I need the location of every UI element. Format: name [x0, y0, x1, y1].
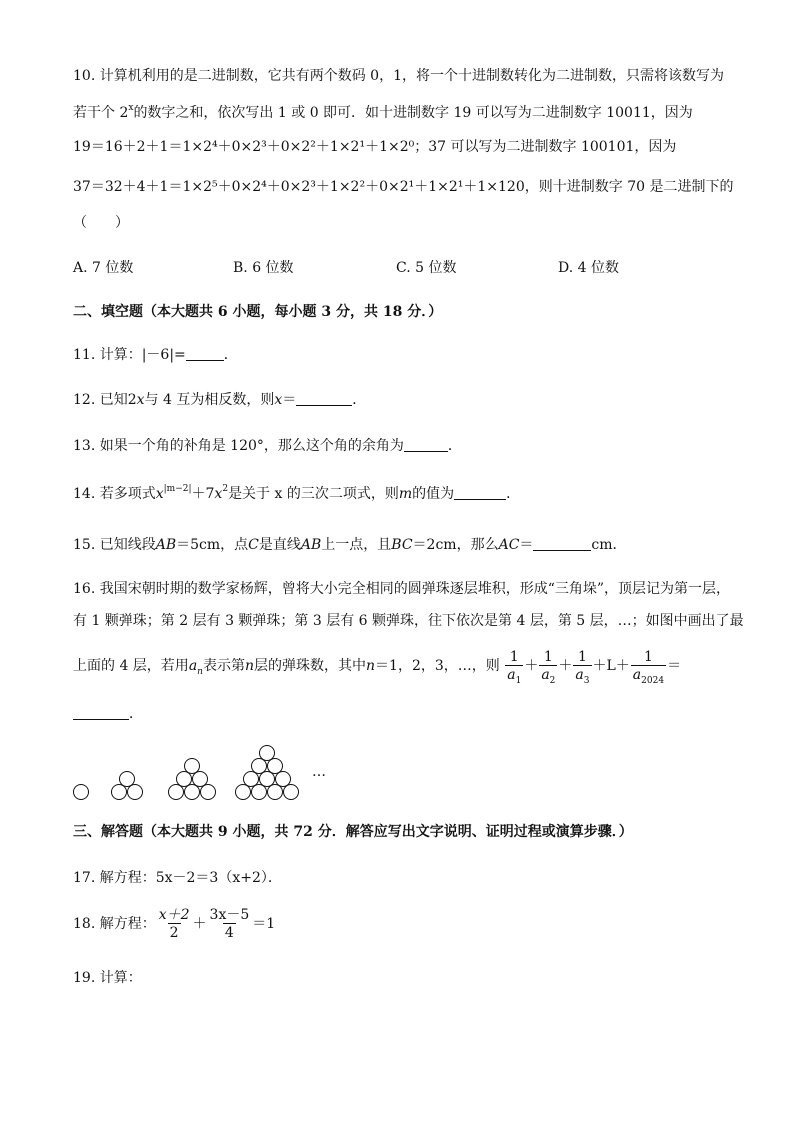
- marble: [112, 785, 127, 800]
- q16-frac-3: [573, 649, 591, 684]
- q14-mid: 是关于 x 的三次二项式，则: [228, 486, 399, 502]
- q14-m: m: [398, 486, 413, 502]
- q13-blank: [404, 437, 448, 452]
- q12-var2: x: [274, 392, 283, 408]
- q16-frac-1-a: a: [507, 666, 516, 683]
- marble: [276, 772, 291, 787]
- marble: [284, 785, 299, 800]
- section3-heading: 三、解答题（本大题共 9 小题，共 72 分．解答应写出文字说明、证明过程或演算步骤．）: [73, 824, 633, 840]
- marble: [169, 785, 184, 800]
- q14: [73, 484, 520, 504]
- section2-heading: 二、填空题（本大题共 6 小题，每小题 3 分，共 18 分．）: [73, 304, 443, 320]
- marble: [236, 785, 251, 800]
- marble: [268, 759, 283, 774]
- q15-t2: ＝5cm，点: [176, 537, 249, 553]
- q10-line2b: 的数字之和，依次写出 1 或 0 即可．如十进制数字 19 可以写为二进制数字 10011，因为: [133, 105, 693, 121]
- q18: [73, 904, 275, 944]
- q11-prefix: 11. 计算：|－6|=: [73, 347, 186, 363]
- q11: [73, 345, 238, 365]
- q10-line2a: 若干个 2: [73, 105, 129, 121]
- q16-line2: 有 1 颗弹珠；第 2 层有 3 颗弹珠；第 3 层有 6 颗弹珠，往下依次是第 4 层，第 5 层，…；如图中画出了最: [73, 613, 744, 629]
- q16-equals: ＝: [667, 658, 682, 674]
- q16-frac-3-sub: 3: [583, 675, 590, 686]
- marble: [244, 772, 259, 787]
- q10-option-a: A. 7 位数: [73, 260, 134, 276]
- q16-plus-2: ＋: [558, 658, 573, 674]
- marble: [177, 772, 192, 787]
- q16-suffix: ．: [129, 706, 143, 722]
- q16-line3d: ＝1，2，3，…，则: [375, 658, 500, 674]
- q14-prefix: 14. 若多项式: [73, 486, 156, 502]
- q16-plus-1: ＋: [524, 658, 539, 674]
- q16-frac-4-a: a: [632, 666, 642, 683]
- q18-frac-2: [208, 907, 252, 942]
- q15-bc: BC: [391, 537, 413, 553]
- q10-line4: 37＝32＋4＋1＝1×2⁵＋0×2⁴＋0×2³＋1×2²＋0×2¹＋1×2¹＋1×120，则十进制数字 70 是二进制下的: [73, 179, 734, 195]
- marble: [185, 759, 200, 774]
- q16-line1: 16. 我国宋朝时期的数学家杨辉，曾将大小完全相同的圆弹珠逐层堆积，形成“三角垛”，顶层记为第一层，: [73, 581, 731, 597]
- q18-frac-1-den: 2: [169, 924, 179, 941]
- q16-line3b: 表示第: [202, 658, 245, 674]
- q14-exp: |m−2|: [163, 484, 192, 494]
- q10-option-d: D. 4 位数: [558, 260, 619, 276]
- q18-prefix: 18. 解方程：: [73, 916, 156, 932]
- marble: [128, 785, 143, 800]
- q16-line3a: 上面的 4 层，若用: [73, 658, 189, 674]
- q16-frac-2-a: a: [541, 666, 550, 683]
- q10-line5: （ ）: [73, 215, 129, 231]
- q18-frac-2-num: 3x－5: [209, 906, 250, 923]
- q16-frac-2-sub: 2: [549, 675, 556, 686]
- q16-an: a: [188, 658, 198, 674]
- q16-frac-1: [505, 649, 523, 684]
- q14-tail: 的值为: [412, 486, 455, 502]
- q10-line2: [73, 103, 693, 123]
- q14-plus: ＋7: [191, 486, 215, 502]
- q15: [73, 535, 627, 555]
- q16-frac-4-sub: 2024: [641, 675, 665, 686]
- q12-eq: ＝: [282, 392, 297, 408]
- q16-an-sub: n: [197, 667, 203, 677]
- q12-prefix: 12. 已知2: [73, 392, 137, 408]
- q19: 19. 计算：: [73, 970, 142, 986]
- q18-frac-2-den: 4: [224, 924, 234, 941]
- marble: [74, 785, 89, 800]
- q15-t3: 是直线: [258, 537, 301, 553]
- q16-frac-4: [631, 649, 666, 684]
- q16-frac-2: [539, 649, 557, 684]
- q12-var: x: [136, 392, 145, 408]
- q14-x1: x: [155, 486, 164, 502]
- q16-frac-2-den: [539, 665, 557, 684]
- q15-t4: 上一点，且: [321, 537, 392, 553]
- q15-ab2: AB: [300, 537, 322, 553]
- q15-t5: ＝2cm，那么: [412, 537, 499, 553]
- q10-line1: 10. 计算机利用的是二进制数，它共有两个数码 0，1，将一个十进制数转化为二进制数，只需将该数写为: [73, 68, 724, 84]
- q10-line3: 19＝16＋2＋1＝1×2⁴＋0×2³＋0×2²＋1×2¹＋1×2⁰；37 可以写为二进制数字 100101，因为: [73, 139, 677, 155]
- q16-frac-4-den: [631, 665, 666, 684]
- marble-stack-figure: [66, 738, 346, 808]
- q15-ac: AC: [498, 537, 520, 553]
- q16-frac-3-a: a: [575, 666, 584, 683]
- marble: [193, 772, 208, 787]
- q13: [73, 436, 462, 456]
- marble: [252, 759, 267, 774]
- q16-plus-3: ＋: [592, 658, 607, 674]
- figure-dots: …: [312, 764, 326, 780]
- q16-frac-3-num: 1: [577, 648, 587, 665]
- q17: 17. 解方程：5x－2＝3（x+2）．: [73, 870, 282, 886]
- marble: [201, 785, 216, 800]
- q16-frac-3-den: [573, 665, 591, 684]
- marble: [260, 746, 275, 761]
- q16-line3c: 层的弹珠数，其中: [254, 658, 366, 674]
- q16-answer-line: [73, 704, 143, 724]
- q15-c: C: [248, 537, 259, 553]
- q18-frac-1: [157, 907, 192, 942]
- q16-frac-1-sub: 1: [515, 675, 522, 686]
- q10-sup: x: [128, 103, 134, 113]
- q16-frac-4-num: 1: [643, 648, 653, 665]
- q16-frac-1-num: 1: [509, 648, 519, 665]
- q10-option-b: B. 6 位数: [233, 260, 294, 276]
- q18-frac-1-num: x＋2: [158, 906, 190, 923]
- q10-option-c: C. 5 位数: [396, 260, 457, 276]
- q15-unit: cm．: [591, 537, 627, 553]
- q16-blank: [73, 705, 129, 720]
- q18-plus: ＋: [192, 916, 207, 932]
- q16-n: n: [244, 658, 254, 674]
- marble: [260, 772, 275, 787]
- q13-suffix: ．: [447, 438, 462, 454]
- q16-plus-4: ＋: [615, 658, 630, 674]
- q11-suffix: ．: [223, 347, 238, 363]
- q18-rhs: ＝1: [252, 916, 276, 932]
- q14-suffix: ．: [506, 486, 521, 502]
- q15-ab: AB: [155, 537, 177, 553]
- q16-frac-2-num: 1: [543, 648, 553, 665]
- q14-sq: 2: [222, 484, 229, 494]
- q14-blank: [454, 485, 506, 500]
- marble: [185, 785, 200, 800]
- q11-blank: [186, 346, 224, 361]
- q13-prefix: 13. 如果一个角的补角是 120°，那么这个角的余角为: [73, 438, 404, 454]
- marble: [268, 785, 283, 800]
- marble: [120, 772, 135, 787]
- q16-n2: n: [366, 658, 376, 674]
- q16-ellipsis: L: [606, 658, 616, 674]
- q15-t6: ＝: [519, 537, 534, 553]
- q16-line3: [73, 646, 681, 686]
- q12: [73, 390, 366, 410]
- marble: [252, 785, 267, 800]
- q12-suffix: ．: [352, 392, 367, 408]
- q16-frac-1-den: [505, 665, 523, 684]
- q15-t1: 15. 已知线段: [73, 537, 156, 553]
- q12-blank: [296, 391, 352, 406]
- q14-x2: x: [214, 486, 223, 502]
- q15-blank: [533, 536, 591, 551]
- q12-mid: 与 4 互为相反数，则: [144, 392, 275, 408]
